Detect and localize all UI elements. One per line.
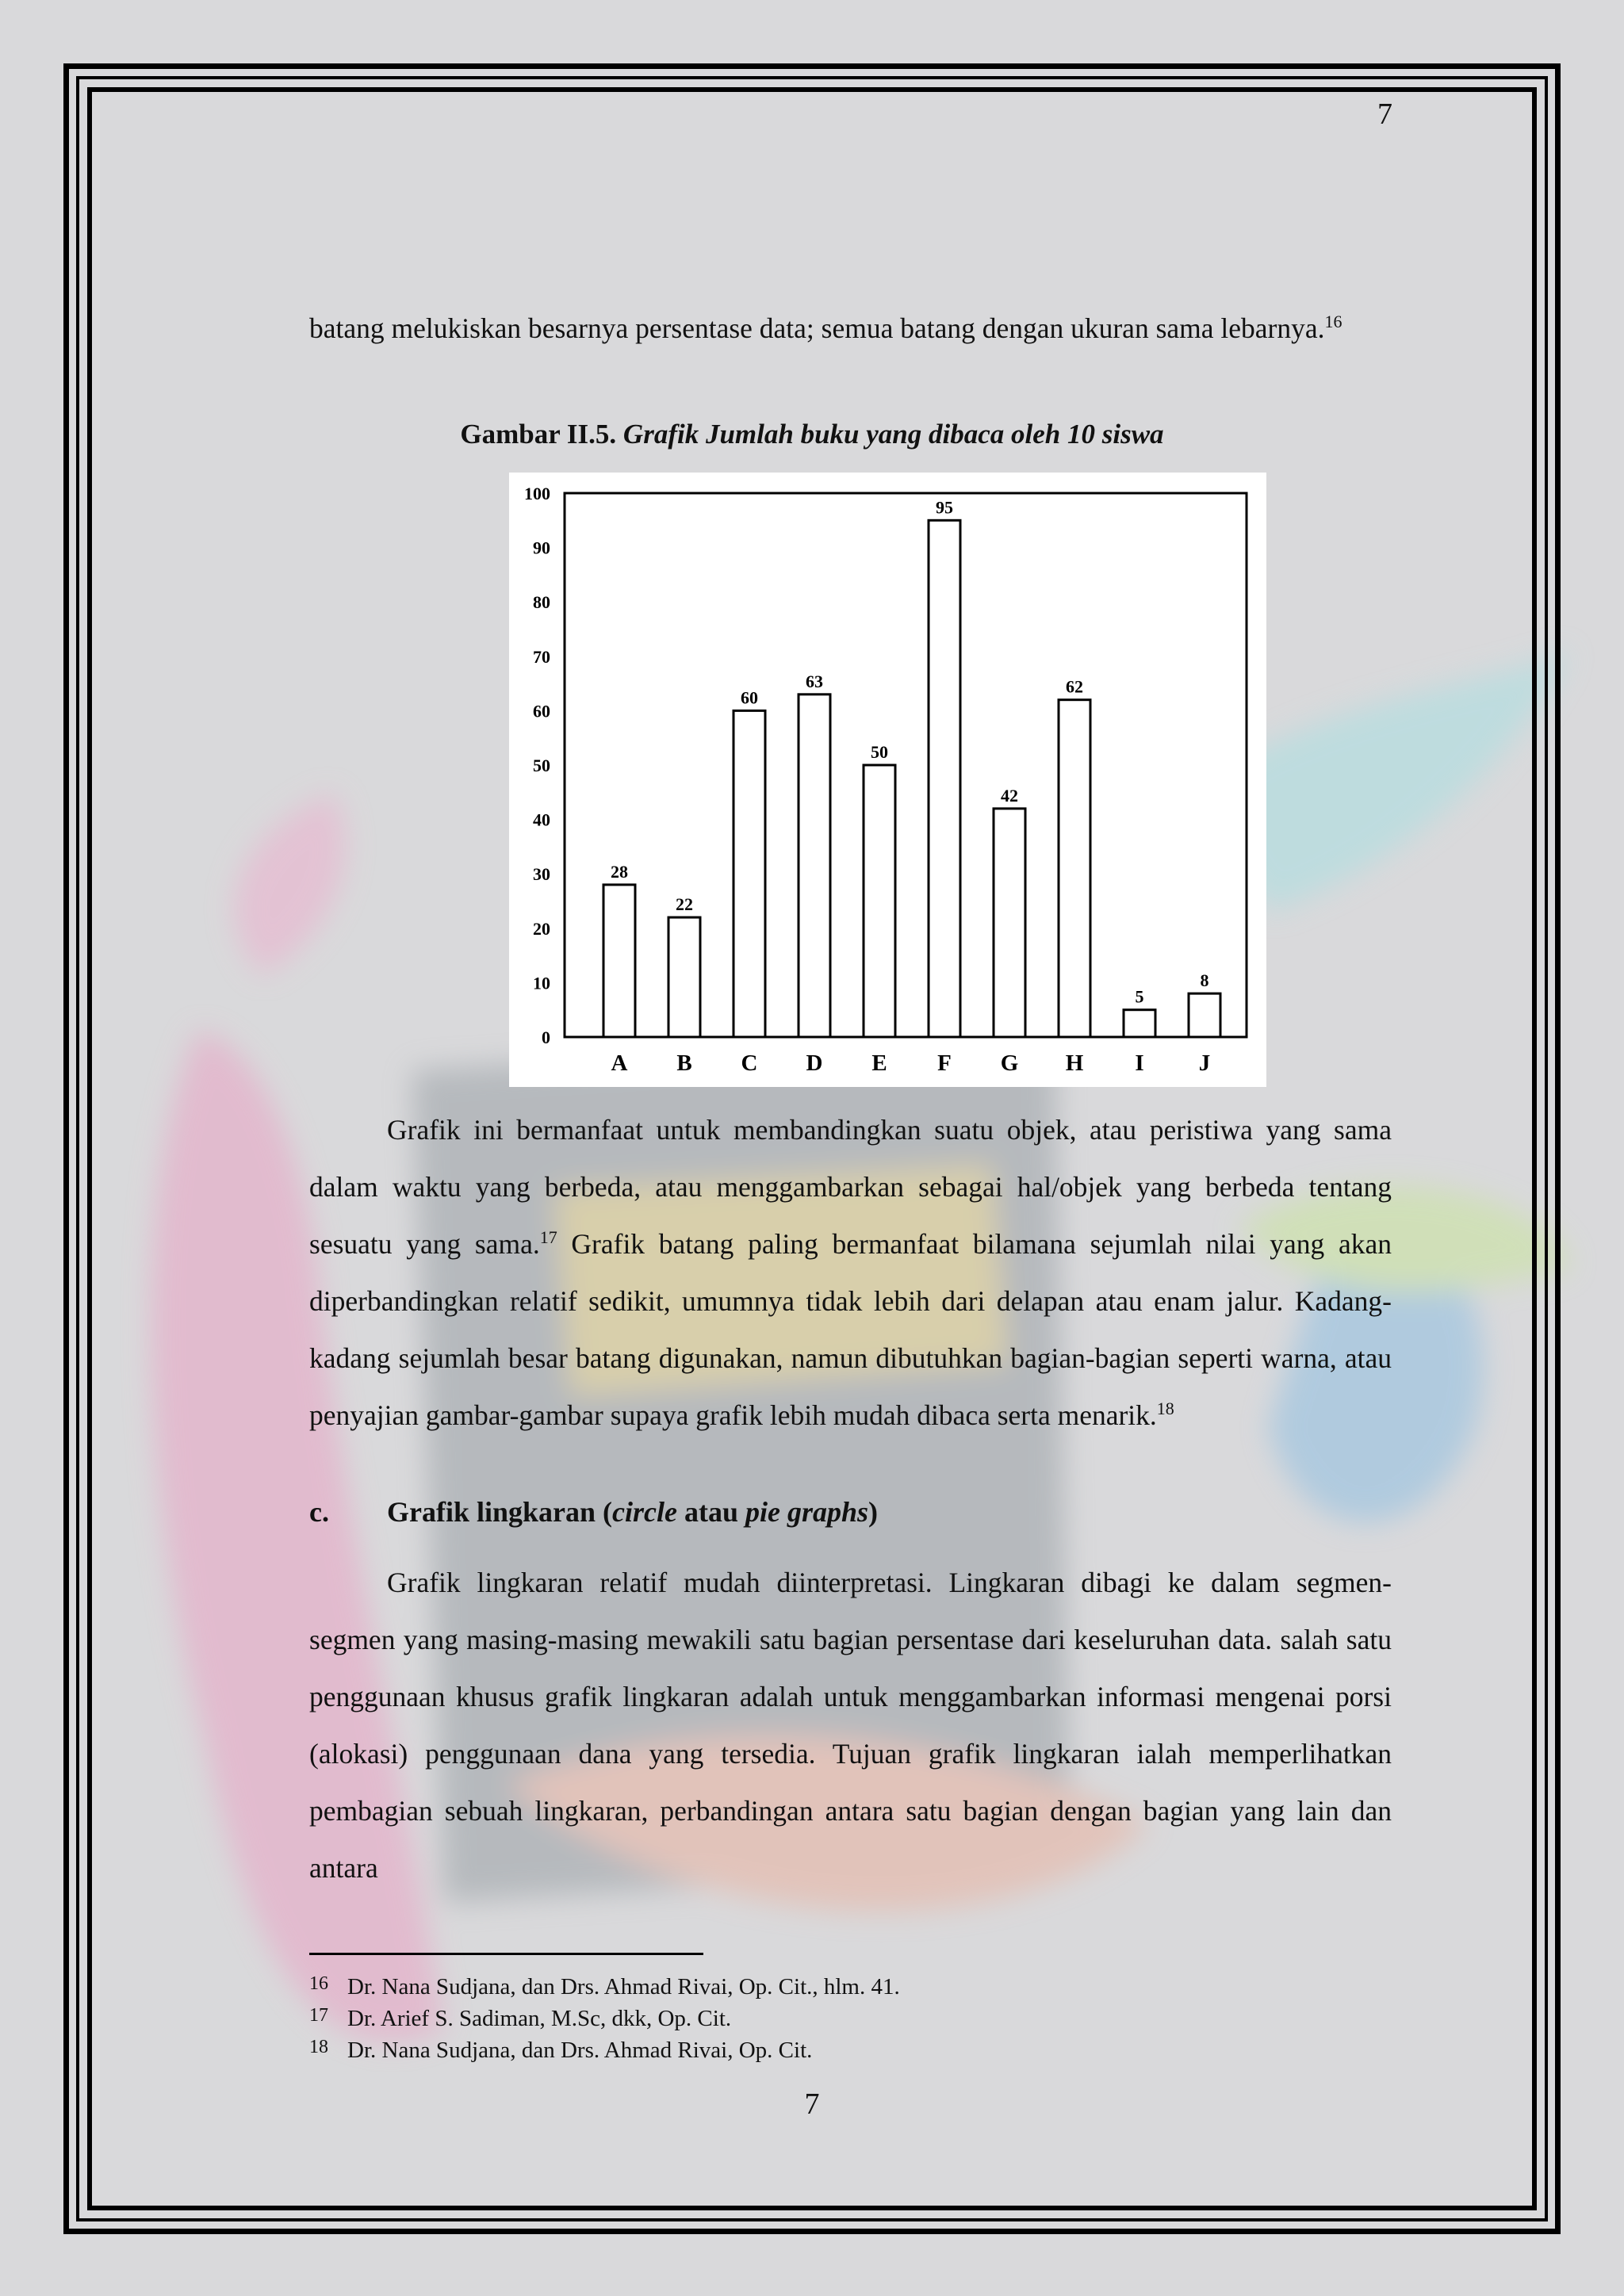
- heading-text-1: Grafik lingkaran (: [387, 1496, 613, 1528]
- heading-text-3: ): [868, 1496, 879, 1528]
- x-tick-label: A: [611, 1050, 628, 1076]
- caption-title: Grafik Jumlah buku yang dibaca oleh 10 siswa: [622, 419, 1164, 450]
- data-label: 50: [871, 742, 888, 762]
- y-tick-label: 50: [533, 756, 550, 775]
- caption-label: Gambar II.5.: [460, 419, 617, 450]
- intro-paragraph: [309, 300, 1392, 357]
- bar-chart: [509, 473, 1266, 1087]
- x-tick-label: H: [1065, 1050, 1084, 1076]
- bar: [929, 520, 960, 1037]
- bar: [1124, 1010, 1155, 1037]
- data-label: 62: [1066, 676, 1083, 697]
- x-tick-label: F: [937, 1050, 952, 1076]
- x-tick-label: D: [806, 1050, 823, 1076]
- y-tick-label: 30: [533, 864, 550, 885]
- footnote-number: 16: [309, 1973, 328, 1994]
- y-tick-label: 0: [542, 1027, 550, 1047]
- footnote-16: [309, 1971, 900, 2003]
- footnote-18: [309, 2034, 900, 2066]
- section-letter: c.: [309, 1496, 329, 1528]
- paragraph-pie-chart: [309, 1554, 1392, 1896]
- figure-caption: [0, 419, 1624, 450]
- intro-text: batang melukiskan besarnya persentase data; semua batang dengan ukuran sama lebarnya.: [309, 312, 1325, 344]
- data-label: 42: [1001, 785, 1018, 806]
- data-label: 8: [1200, 970, 1209, 991]
- x-tick-label: C: [741, 1050, 758, 1076]
- x-tick-label: B: [676, 1050, 692, 1076]
- bar: [1189, 993, 1220, 1037]
- footnote-ref-17: 17: [539, 1227, 557, 1248]
- y-tick-label: 40: [533, 809, 550, 830]
- paragraph2-text-1: Grafik ini bermanfaat untuk membandingkan suatu objek, atau peristiwa yang sama dalam waktu yang berbeda, atau menggambarkan sebagai hal/objek yang berbeda tentang sesuatu yang sama.: [309, 1114, 1392, 1260]
- footnote-number: 18: [309, 2037, 328, 2057]
- heading-italic-circle: circle: [612, 1496, 677, 1528]
- bar: [733, 710, 765, 1037]
- bar: [603, 885, 635, 1037]
- y-tick-label: 60: [533, 701, 550, 721]
- section-heading-c: [309, 1495, 878, 1529]
- y-tick-label: 70: [533, 646, 550, 667]
- paragraph3-text: Grafik lingkaran relatif mudah diinterpretasi. Lingkaran dibagi ke dalam segmen-segmen yang masing-masing mewakili satu bagian persentase dari keseluruhan data. salah satu penggunaan khusus grafik lingkaran adalah untuk menggambarkan informasi mengenai porsi (alokasi) penggunaan dana yang tersedia. Tujuan grafik lingkaran ialah memperlihatkan pembagian sebuah lingkaran, perbandingan antara satu bagian dengan bagian yang lain dan antara: [309, 1567, 1392, 1884]
- data-label: 63: [806, 671, 823, 691]
- y-tick-label: 100: [524, 484, 550, 503]
- x-tick-label: G: [1000, 1050, 1019, 1076]
- y-tick-label: 90: [533, 538, 550, 558]
- page-number-bottom: 7: [804, 2087, 820, 2121]
- data-label: 95: [936, 497, 953, 518]
- bar: [1059, 700, 1090, 1037]
- footnote-ref-16: 16: [1324, 312, 1342, 332]
- paragraph2-text-2: Grafik batang paling bermanfaat bilamana sejumlah nilai yang akan diperbandingkan relatif sedikit, umumnya tidak lebih dari delapan atau enam jalur. Kadang-kadang sejumlah besar batang digunakan, namun dibutuhkan bagian-bagian seperti warna, atau penyajian gambar-gambar supaya grafik lebih mudah dibaca serta menarik.: [309, 1228, 1392, 1431]
- x-tick-label: I: [1135, 1050, 1144, 1076]
- y-tick-label: 20: [533, 918, 550, 939]
- bar: [799, 695, 830, 1037]
- paragraph-bar-chart-use: [309, 1101, 1392, 1444]
- footnotes: [309, 1971, 900, 2066]
- plot-frame: [565, 493, 1247, 1037]
- data-label: 28: [611, 861, 628, 882]
- y-tick-label: 10: [533, 973, 550, 993]
- x-tick-label: E: [871, 1050, 887, 1076]
- footnote-17: [309, 2003, 900, 2034]
- footnote-number: 17: [309, 2005, 328, 2026]
- data-label: 22: [676, 894, 693, 915]
- bar: [668, 917, 700, 1037]
- footnote-text: Dr. Nana Sudjana, dan Drs. Ahmad Rivai, Op. Cit., hlm. 41.: [347, 1974, 900, 1999]
- heading-italic-pie-graphs: pie graphs: [745, 1496, 869, 1528]
- bar: [994, 809, 1025, 1037]
- page-number-top: 7: [1377, 98, 1392, 131]
- footnote-text: Dr. Nana Sudjana, dan Drs. Ahmad Rivai, Op. Cit.: [347, 2038, 813, 2063]
- footnote-separator: [309, 1953, 703, 1955]
- data-label: 60: [741, 687, 758, 708]
- bar: [864, 765, 895, 1037]
- footnote-ref-18: 18: [1156, 1399, 1174, 1419]
- footnote-text: Dr. Arief S. Sadiman, M.Sc, dkk, Op. Cit.: [347, 2006, 732, 2031]
- data-label: 5: [1135, 986, 1144, 1007]
- y-tick-label: 80: [533, 592, 550, 613]
- x-tick-label: J: [1198, 1050, 1211, 1076]
- heading-text-2: atau: [676, 1496, 745, 1528]
- bar-chart-svg: [509, 473, 1266, 1087]
